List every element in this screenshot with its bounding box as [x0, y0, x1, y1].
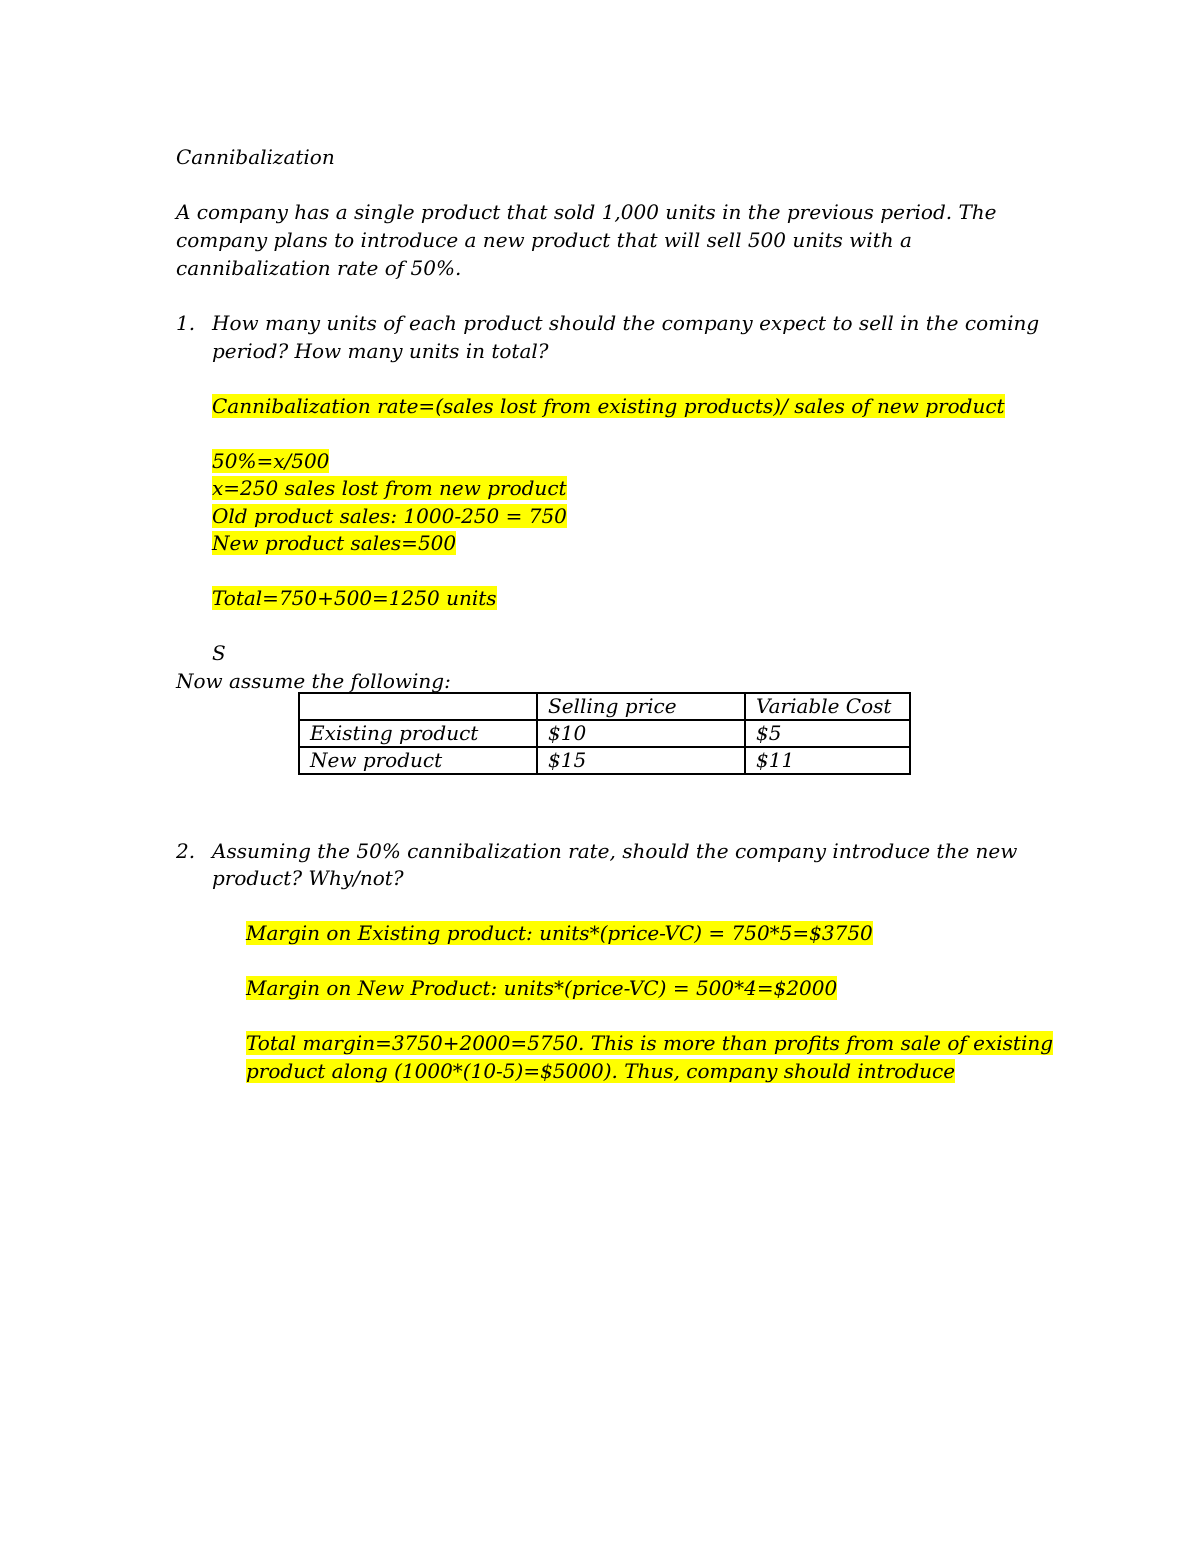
- q2-total-line-2: product along (1000*(10-5)=$5000). Thus, company should introduce: [246, 1059, 956, 1083]
- table-cell: New product: [299, 747, 537, 774]
- assume-text: Now assume the following:: [176, 669, 451, 693]
- intro-line-2: company plans to introduce a new product that will sell 500 units with a: [176, 228, 912, 252]
- q1-step: Old product sales: 1000-250 = 750: [212, 504, 567, 528]
- q2-margin-new: Margin on New Product: units*(price-VC) = 500*4=$2000: [246, 976, 838, 1000]
- q2-total-line-1: Total margin=3750+2000=5750. This is more than profits from sale of existing: [246, 1031, 1054, 1055]
- question-1-line-2: period? How many units in total?: [212, 339, 549, 363]
- q1-step: x=250 sales lost from new product: [212, 476, 567, 500]
- q1-step: New product sales=500: [212, 531, 457, 555]
- stray-letter: S: [212, 641, 226, 665]
- intro-line-1: A company has a single product that sold 1,000 units in the previous period. The: [176, 200, 997, 224]
- q1-formula: Cannibalization rate=(sales lost from existing products)/ sales of new product: [212, 394, 1005, 418]
- document-title: Cannibalization: [176, 145, 335, 169]
- intro-line-3: cannibalization rate of 50%.: [176, 256, 462, 280]
- table-cell: $10: [537, 720, 745, 747]
- table-header-cell: Selling price: [537, 693, 745, 720]
- question-2-number: 2.: [176, 839, 196, 863]
- q1-total: Total=750+500=1250 units: [212, 586, 497, 610]
- table-cell: Existing product: [299, 720, 537, 747]
- table-cell: $15: [537, 747, 745, 774]
- question-1-line-1: How many units of each product should the company expect to sell in the coming: [212, 311, 1040, 335]
- table-header-row: [299, 693, 910, 720]
- q2-margin-existing: Margin on Existing product: units*(price-VC) = 750*5=$3750: [246, 921, 873, 945]
- price-cost-table: [298, 692, 911, 775]
- table-row: [299, 747, 910, 774]
- table-header-cell: Variable Cost: [745, 693, 910, 720]
- question-1-number: 1.: [176, 311, 196, 335]
- question-2-line-2: product? Why/not?: [212, 866, 404, 890]
- table-row: [299, 720, 910, 747]
- q1-step: 50%=x/500: [212, 449, 330, 473]
- question-2-line-1: Assuming the 50% cannibalization rate, should the company introduce the new: [212, 839, 1018, 863]
- table-cell: $5: [745, 720, 910, 747]
- table-header-cell: [299, 693, 537, 720]
- table-cell: $11: [745, 747, 910, 774]
